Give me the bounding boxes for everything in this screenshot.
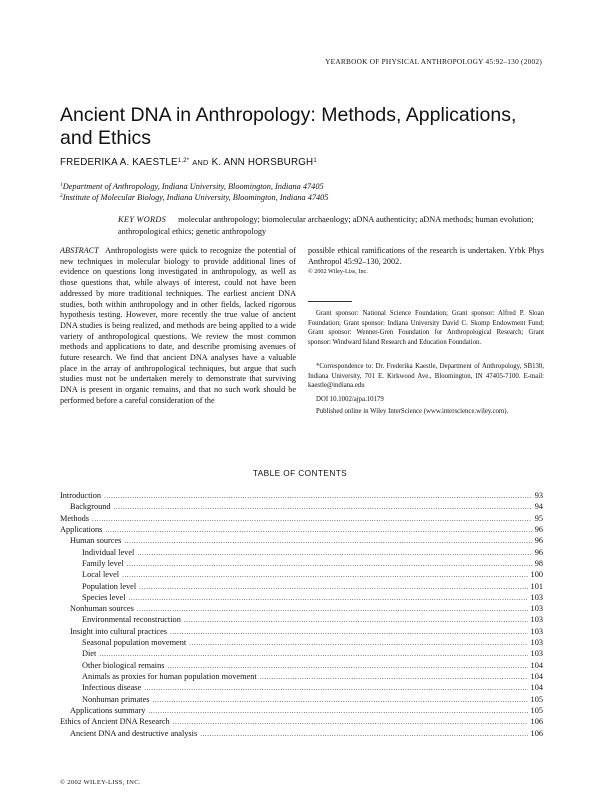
toc-entry-page: 106: [530, 717, 543, 727]
toc-entry-label: Ethics of Ancient DNA Research: [60, 717, 170, 727]
toc-entry-label: Animals as proxies for human population movement: [82, 672, 257, 681]
abstract-text: Anthropologists were quick to recognize the potential of new techniques in molecular biology to provide additional lines of evidence on questions long investigated in anthropology, as well as those questions that, while always of interest, could not have been addressed by more traditional techniques. The earliest ancient DNA studies, both within anthropology and in other fields, lacked rigorous hypothesis testing. However, more recently the true value of ancient DNA studies is being realized, and methods are being applied to a wide variety of anthropological questions. We review the most common methods and applications to date, and describe promising avenues of future research. We find that ancient DNA analyses have a valuable place in the array of anthropological techniques, but argue that such studies must not be undertaken merely to demonstrate that surviving DNA is present in organic remains, and that no such work should be performed before a careful consideration of the: [60, 246, 296, 405]
toc-entry[interactable]: [60, 558, 543, 569]
toc-entry[interactable]: [60, 648, 543, 659]
toc-entry[interactable]: [60, 603, 543, 614]
toc-entry-page: 105: [530, 705, 543, 715]
toc-entry-page: 95: [534, 513, 543, 523]
toc-entry[interactable]: [60, 513, 543, 524]
toc-leader-dots: [173, 717, 528, 728]
published-online: Published online in Wiley InterScience (www.interscience.wiley.com).: [316, 408, 509, 415]
toc-entry[interactable]: [60, 547, 543, 558]
toc-entry-page: 96: [534, 547, 543, 557]
toc-leader-dots: [184, 615, 528, 626]
toc-entry-page: 100: [530, 570, 543, 580]
toc-entry[interactable]: [60, 626, 543, 637]
toc-leader-dots: [144, 683, 527, 694]
toc-entry-label: Seasonal population movement: [82, 638, 187, 648]
toc-entry-page: 103: [530, 615, 543, 625]
toc-entry-page: 104: [530, 683, 543, 693]
abstract-copyright: © 2002 Wiley-Liss, Inc.: [308, 268, 368, 275]
affiliation-1: [60, 182, 324, 191]
toc-entry-label: Insight into cultural practices: [70, 626, 167, 636]
toc-entry-page: 103: [530, 638, 543, 648]
toc-entry-page: 96: [534, 536, 543, 546]
toc-entry-page: 103: [530, 626, 543, 636]
toc-entry[interactable]: [60, 592, 543, 603]
toc-entry-page: 94: [534, 502, 543, 512]
abstract-label: ABSTRACT: [60, 246, 99, 255]
author-1-affil: 1,2*: [177, 158, 190, 164]
toc-entry[interactable]: [60, 637, 543, 648]
toc-entry-label: Local level: [82, 570, 120, 580]
affiliation-2: [60, 193, 328, 202]
author-line: [60, 157, 317, 168]
toc-entry-page: 106: [530, 728, 543, 738]
toc-title: TABLE OF CONTENTS: [252, 468, 348, 478]
toc-entry-label: Diet: [82, 649, 97, 659]
author-1: FREDERIKA A. KAESTLE: [60, 157, 178, 168]
toc-leader-dots: [124, 536, 531, 547]
affiliation-2-text: Institute of Molecular Biology, Indiana University, Bloomington, Indiana 47405: [62, 193, 329, 202]
keywords: [118, 214, 558, 237]
toc-leader-dots: [137, 548, 531, 559]
toc-entry[interactable]: [60, 728, 543, 739]
author-2: K. ANN HORSBURGH: [211, 157, 314, 168]
author-conjunction: AND: [192, 158, 209, 167]
toc-entry[interactable]: [60, 569, 543, 580]
toc-entry[interactable]: [60, 524, 543, 535]
toc-entry-page: 105: [530, 694, 543, 704]
author-2-affil: 1: [313, 158, 317, 164]
toc-entry-label: Applications summary: [70, 705, 146, 715]
toc-entry-label: Other biological remains: [82, 660, 165, 670]
abstract: [60, 246, 296, 407]
toc-entry-label: Introduction: [60, 491, 102, 500]
toc-entry-label: Infectious disease: [82, 683, 142, 693]
table-of-contents: [60, 490, 543, 739]
toc-leader-dots: [170, 627, 528, 638]
toc-entry-label: Environmental reconstruction: [82, 615, 181, 625]
toc-entry-label: Methods: [60, 513, 90, 523]
toc-entry-page: 103: [530, 592, 543, 602]
toc-leader-dots: [127, 559, 532, 570]
toc-entry-page: 104: [530, 660, 543, 670]
doi: DOI 10.1002/ajpa.10179: [316, 396, 384, 403]
toc-leader-dots: [200, 729, 527, 740]
abstract-continuation: possible ethical ramifications of the research is undertaken. Yrbk Phys Anthropol 45:92–130, 2002.: [308, 246, 544, 266]
toc-leader-dots: [122, 570, 527, 581]
toc-leader-dots: [129, 593, 528, 604]
toc-entry[interactable]: [60, 614, 543, 625]
toc-entry-page: 104: [530, 672, 543, 681]
toc-entry[interactable]: [60, 705, 543, 716]
toc-leader-dots: [137, 604, 528, 615]
toc-entry[interactable]: [60, 535, 543, 546]
toc-entry[interactable]: [60, 671, 543, 682]
keywords-text: molecular anthropology; biomolecular archaeology; aDNA authenticity; aDNA methods; human evolution; anthropological ethics; genetic anthropology: [118, 215, 534, 236]
toc-leader-dots: [139, 582, 527, 593]
toc-entry[interactable]: [60, 682, 543, 693]
toc-entry[interactable]: [60, 490, 543, 501]
toc-entry-label: Human sources: [70, 536, 122, 546]
toc-leader-dots: [189, 638, 527, 649]
toc-entry-page: 93: [534, 491, 543, 500]
keywords-label: KEY WORDS: [118, 215, 167, 224]
affiliation-1-text: Department of Anthropology, Indiana University, Bloomington, Indiana 47405: [62, 182, 324, 191]
toc-leader-dots: [92, 514, 532, 525]
toc-entry-page: 101: [530, 581, 543, 591]
toc-leader-dots: [153, 695, 528, 706]
footnote-rule: [308, 301, 352, 302]
toc-entry-label: Nonhuman sources: [70, 604, 134, 614]
toc-entry-page: 103: [530, 604, 543, 614]
toc-entry-page: 103: [530, 649, 543, 659]
toc-entry[interactable]: [60, 716, 543, 727]
toc-entry[interactable]: [60, 694, 543, 705]
journal-header: YEARBOOK OF PHYSICAL ANTHROPOLOGY 45:92–130 (2002): [325, 57, 542, 66]
toc-entry[interactable]: [60, 501, 543, 512]
affiliation-2-marker: 2: [60, 193, 63, 199]
toc-entry[interactable]: [60, 581, 543, 592]
toc-leader-dots: [104, 491, 532, 502]
toc-entry-page: 98: [534, 558, 543, 568]
correspondence-footnote: *Correspondence to: Dr. Frederika Kaestle, Department of Anthropology, SB130, Indiana University, 701 E. Kirkwood Ave., Bloomington, IN 47405-7100. E-mail: kaestle@indiana.edu: [308, 363, 544, 390]
toc-entry-label: Applications: [60, 524, 103, 534]
toc-leader-dots: [114, 502, 532, 513]
toc-entry-page: 96: [534, 524, 543, 534]
toc-entry-label: Family level: [82, 558, 124, 568]
toc-entry-label: Species level: [82, 592, 126, 602]
paper-title: Ancient DNA in Anthropology: Methods, Applications, and Ethics: [60, 104, 517, 149]
toc-leader-dots: [105, 525, 531, 536]
toc-entry-label: Background: [70, 502, 111, 512]
toc-leader-dots: [148, 706, 527, 717]
toc-entry-label: Nonhuman primates: [82, 694, 150, 704]
footer-copyright: © 2002 WILEY-LISS, INC.: [60, 779, 141, 786]
toc-entry-label: Ancient DNA and destructive analysis: [70, 728, 198, 738]
toc-entry-label: Individual level: [82, 547, 135, 557]
grant-footnote: Grant sponsor: National Science Foundation; Grant sponsor: Alfred P. Sloan Foundation; Grant sponsor: Indiana University David C. Skomp Endowment Fund; Grant sponsor: Wenner-Gren Foundation for Anthropological Research; Grant sponsor: Windward Island Research and Education Foundation.: [308, 310, 544, 346]
toc-entry[interactable]: [60, 660, 543, 671]
affiliation-1-marker: 1: [60, 182, 63, 188]
toc-entry-label: Population level: [82, 581, 137, 591]
toc-leader-dots: [260, 672, 528, 683]
